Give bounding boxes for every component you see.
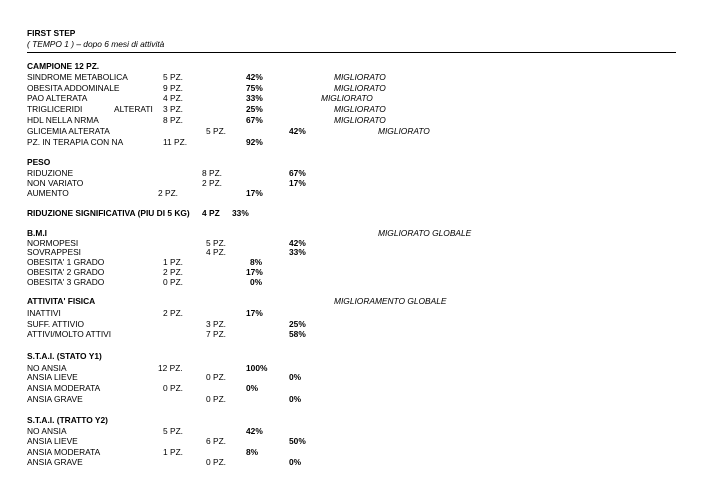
row-count: 6 PZ. <box>206 436 227 446</box>
row-count: 9 PZ. <box>163 83 184 93</box>
row-note: MIGLIORATO <box>334 83 386 93</box>
row-count: 2 PZ. <box>163 308 184 318</box>
row-label: AUMENTO <box>27 188 69 198</box>
row-label: ANSIA GRAVE <box>27 457 83 467</box>
header-divider <box>27 52 676 53</box>
row-percent: 33% <box>246 93 263 103</box>
section-note-attivita: MIGLIORAMENTO GLOBALE <box>334 296 447 306</box>
row-percent: 17% <box>246 267 263 277</box>
row-label: PZ. IN TERAPIA CON NA <box>27 137 124 147</box>
row-label: ANSIA MODERATA <box>27 383 101 393</box>
row-count: 0 PZ. <box>206 372 227 382</box>
row-percent: 92% <box>246 137 263 147</box>
row-label: OBESITA' 2 GRADO <box>27 267 105 277</box>
row-percent: 0% <box>289 372 302 382</box>
row-percent: 0% <box>289 457 302 467</box>
row-count: 3 PZ. <box>163 104 184 114</box>
row-count: 0 PZ. <box>206 394 227 404</box>
row-label: PAO ALTERATA <box>27 93 88 103</box>
row-note: MIGLIORATO <box>334 72 386 82</box>
section-heading-campione: CAMPIONE 12 PZ. <box>27 61 100 71</box>
row-note: MIGLIORATO <box>321 93 373 103</box>
row-label: SOVRAPPESI <box>27 247 81 257</box>
row-count: 5 PZ. <box>163 72 184 82</box>
row-label: GLICEMIA ALTERATA <box>27 126 110 136</box>
row-count: 12 PZ. <box>158 363 183 373</box>
section-heading-bmi: B.M.I <box>27 228 48 238</box>
section-heading-attivita: ATTIVITA' FISICA <box>27 296 96 306</box>
row-percent: 50% <box>289 436 306 446</box>
section-heading-peso: PESO <box>27 157 51 167</box>
row-count: 4 PZ. <box>163 93 184 103</box>
row-label: ATTIVI/MOLTO ATTIVI <box>27 329 112 339</box>
row-note: MIGLIORATO <box>334 104 386 114</box>
row-percent: 42% <box>289 126 306 136</box>
row-count: 5 PZ. <box>206 126 227 136</box>
row-percent: 42% <box>289 238 306 248</box>
row-label: SUFF. ATTIVIO <box>27 319 85 329</box>
row-count: 2 PZ. <box>202 178 223 188</box>
row-count: 2 PZ. <box>158 188 179 198</box>
row-percent: 0% <box>246 383 259 393</box>
row-label: OBESITA' 3 GRADO <box>27 277 105 287</box>
riduzione-label: RIDUZIONE SIGNIFICATIVA (PIU DI 5 KG) <box>27 208 190 218</box>
row-percent: 0% <box>250 277 263 287</box>
row-label: OBESITA ADDOMINALE <box>27 83 120 93</box>
row-percent: 75% <box>246 83 263 93</box>
page-subtitle: ( TEMPO 1 ) – dopo 6 mesi di attività <box>27 39 165 49</box>
row-count: 1 PZ. <box>163 257 184 267</box>
row-percent: 42% <box>246 72 263 82</box>
row-count: 5 PZ. <box>206 238 227 248</box>
row-count: 0 PZ. <box>206 457 227 467</box>
row-percent: 33% <box>289 247 306 257</box>
row-percent: 17% <box>246 188 263 198</box>
row-label: ANSIA LIEVE <box>27 436 78 446</box>
row-count: 0 PZ. <box>163 383 184 393</box>
row-label: INATTIVI <box>27 308 61 318</box>
row-count: 2 PZ. <box>163 267 184 277</box>
row-count: 5 PZ. <box>163 426 184 436</box>
row-label: HDL NELLA NRMA <box>27 115 99 125</box>
row-count: 8 PZ. <box>163 115 184 125</box>
row-percent: 8% <box>250 257 263 267</box>
riduzione-percent: 33% <box>232 208 249 218</box>
row-count: 4 PZ. <box>206 247 227 257</box>
row-label: TRIGLICERIDI <box>27 104 83 114</box>
row-count: 11 PZ. <box>163 137 188 147</box>
row-percent: 25% <box>246 104 263 114</box>
row-count: 3 PZ. <box>206 319 227 329</box>
row-percent: 42% <box>246 426 263 436</box>
row-percent: 8% <box>246 447 259 457</box>
row-count: 7 PZ. <box>206 329 227 339</box>
row-note: MIGLIORATO <box>334 115 386 125</box>
section-note-bmi: MIGLIORATO GLOBALE <box>378 228 472 238</box>
section-heading-stai-y1: S.T.A.I. (STATO Y1) <box>27 351 102 361</box>
row-count: 0 PZ. <box>163 277 184 287</box>
row-percent: 67% <box>246 115 263 125</box>
row-label: ANSIA MODERATA <box>27 447 101 457</box>
row-label: NO ANSIA <box>27 426 67 436</box>
row-label: NO ANSIA <box>27 363 67 373</box>
row-percent: 58% <box>289 329 306 339</box>
row-percent: 67% <box>289 168 306 178</box>
row-label: RIDUZIONE <box>27 168 74 178</box>
row-percent: 0% <box>289 394 302 404</box>
section-heading-stai-y2: S.T.A.I. (TRATTO Y2) <box>27 415 108 425</box>
page-title: FIRST STEP <box>27 28 76 38</box>
row-count: 1 PZ. <box>163 447 184 457</box>
row-label: ANSIA GRAVE <box>27 394 83 404</box>
row-label: ANSIA LIEVE <box>27 372 78 382</box>
row-count: 8 PZ. <box>202 168 223 178</box>
riduzione-count: 4 PZ <box>202 208 220 218</box>
row-note: MIGLIORATO <box>378 126 430 136</box>
row-label: SINDROME METABOLICA <box>27 72 128 82</box>
row-percent: 25% <box>289 319 306 329</box>
row-label: OBESITA' 1 GRADO <box>27 257 105 267</box>
row-percent: 17% <box>289 178 306 188</box>
row-label-continued: ALTERATI <box>114 104 153 114</box>
row-percent: 100% <box>246 363 268 373</box>
row-label: NON VARIATO <box>27 178 84 188</box>
row-label: NORMOPESI <box>27 238 79 248</box>
row-percent: 17% <box>246 308 263 318</box>
